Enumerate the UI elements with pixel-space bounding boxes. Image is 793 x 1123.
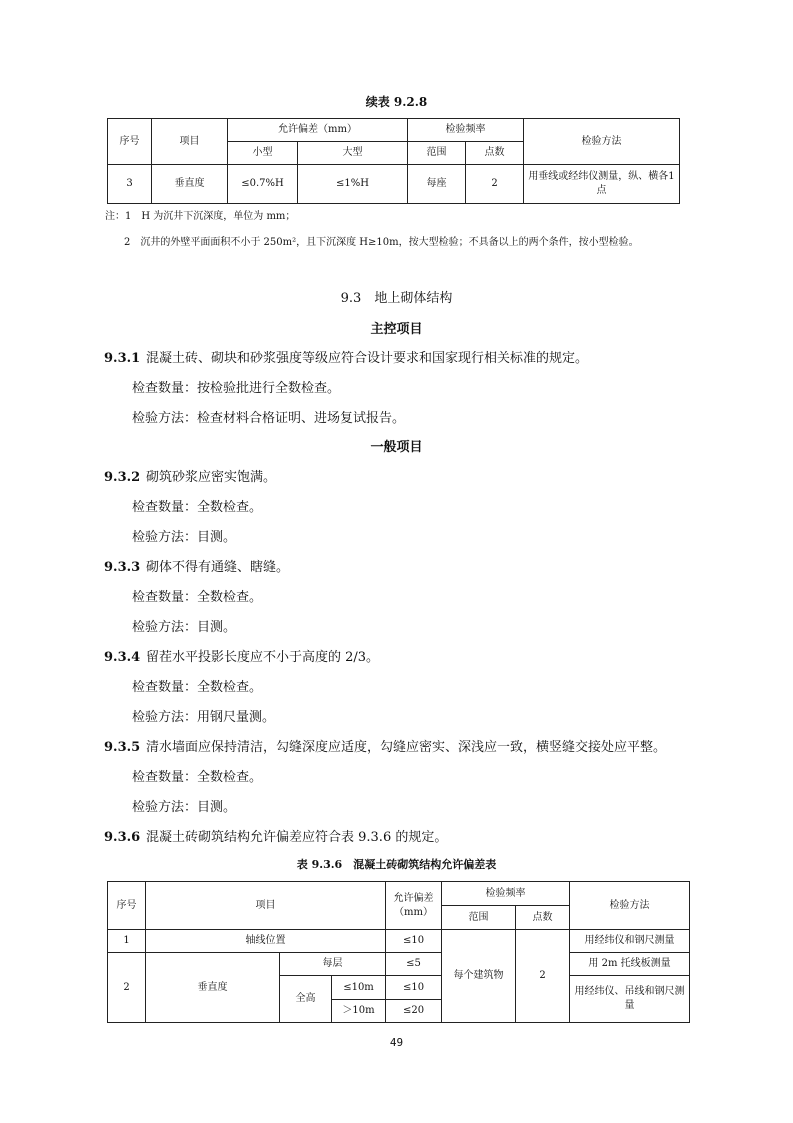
t1-header-large: 大型 — [298, 142, 408, 165]
t2-header-points: 点数 — [516, 906, 570, 930]
clause-number: 9.3.3 — [104, 560, 141, 575]
t1-header-no: 序号 — [108, 119, 152, 165]
check-quantity: 检查数量：按检验批进行全数检查。 — [132, 381, 341, 396]
table-row — [108, 165, 680, 204]
t2-range: 每个建筑物 — [442, 930, 516, 1023]
clause-text: 砌体不得有通缝、瞎缝。 — [146, 560, 290, 575]
t1-header-deviation: 允许偏差（mm） — [228, 119, 408, 142]
t2-r2-total-gt10: ＞10m — [332, 1000, 386, 1023]
clause-text: 砌筑砂浆应密实饱满。 — [146, 470, 277, 485]
table1-caption: 续表 9.2.8 — [365, 95, 428, 109]
check-method: 检验方法：目测。 — [132, 800, 237, 815]
note-2: 2 沉井的外壁平面面积不小于 250m²，且下沉深度 H≥10m，按大型检验；不具备以上的两个条件，按小型检验。 — [124, 237, 639, 248]
t2-r2-total-le10-deviation: ≤10 — [386, 976, 442, 1000]
clause-number: 9.3.5 — [104, 740, 141, 755]
table2-caption: 表 9.3.6 混凝土砖砌筑结构允许偏差表 — [296, 858, 497, 871]
t2-r1-method: 用经纬仪和钢尺测量 — [570, 930, 690, 953]
clause-number: 9.3.2 — [104, 470, 141, 485]
clause-9-3-2 — [104, 466, 276, 485]
clause-number: 9.3.4 — [104, 650, 141, 665]
t2-header-frequency: 检验频率 — [442, 882, 570, 906]
t1-header-item: 项目 — [152, 119, 228, 165]
check-quantity: 检查数量：全数检查。 — [132, 680, 263, 695]
t2-header-range: 范围 — [442, 906, 516, 930]
general-items-heading: 一般项目 — [370, 440, 423, 455]
clause-text: 留茬水平投影长度应不小于高度的 2/3。 — [146, 650, 380, 665]
clause-text: 混凝土砖砌筑结构允许偏差应符合表 9.3.6 的规定。 — [146, 830, 448, 845]
table-row — [108, 930, 690, 953]
t1-cell-item: 垂直度 — [152, 165, 228, 204]
t1-cell-points: 2 — [466, 165, 524, 204]
clause-text: 混凝土砖、砌块和砂浆强度等级应符合设计要求和国家现行相关标准的规定。 — [146, 351, 589, 366]
t2-r2-floor: 每层 — [280, 953, 386, 976]
t1-header-method: 检验方法 — [524, 119, 680, 165]
t1-header-frequency: 检验频率 — [408, 119, 524, 142]
check-method: 检验方法：目测。 — [132, 530, 237, 545]
clause-9-3-5 — [104, 736, 666, 755]
t1-header-small: 小型 — [228, 142, 298, 165]
t2-r2-floor-deviation: ≤5 — [386, 953, 442, 976]
check-quantity: 检查数量：全数检查。 — [132, 500, 263, 515]
clause-9-3-6 — [104, 826, 447, 845]
t2-r2-total-le10: ≤10m — [332, 976, 386, 1000]
t2-r1-deviation: ≤10 — [386, 930, 442, 953]
t1-cell-large: ≤1%H — [298, 165, 408, 204]
t2-header-no: 序号 — [108, 882, 146, 930]
t1-cell-range: 每座 — [408, 165, 466, 204]
t1-header-points: 点数 — [466, 142, 524, 165]
clause-text: 清水墙面应保持清洁，勾缝深度应适度，勾缝应密实、深浅应一致，横竖缝交接处应平整。 — [146, 740, 667, 755]
main-items-heading: 主控项目 — [370, 322, 423, 337]
t2-r2-total-method: 用经纬仪、吊线和钢尺测量 — [570, 976, 690, 1023]
t1-cell-no: 3 — [108, 165, 152, 204]
t2-points: 2 — [516, 930, 570, 1023]
check-quantity: 检查数量：全数检查。 — [132, 590, 263, 605]
check-method: 检验方法：检查材料合格证明、进场复试报告。 — [132, 411, 406, 426]
t2-header-item: 项目 — [146, 882, 386, 930]
t2-r2-total: 全高 — [280, 976, 332, 1023]
section-title: 9.3 地上砌体结构 — [340, 291, 453, 306]
t2-r1-item: 轴线位置 — [146, 930, 386, 953]
t2-header-method: 检验方法 — [570, 882, 690, 930]
clause-9-3-3 — [104, 556, 289, 575]
t2-r2-no: 2 — [108, 953, 146, 1023]
t2-r2-floor-method: 用 2m 托线板测量 — [570, 953, 690, 976]
clause-9-3-1 — [104, 347, 588, 366]
t1-header-range: 范围 — [408, 142, 466, 165]
check-quantity: 检查数量：全数检查。 — [132, 770, 263, 785]
t2-header-deviation: 允许偏差（mm） — [386, 882, 442, 930]
check-method: 检验方法：用钢尺量测。 — [132, 710, 276, 725]
table2 — [107, 881, 690, 1023]
t2-r1-no: 1 — [108, 930, 146, 953]
t2-r2-item: 垂直度 — [146, 953, 280, 1023]
clause-9-3-4 — [104, 646, 379, 665]
check-method: 检验方法：目测。 — [132, 620, 237, 635]
clause-number: 9.3.6 — [104, 830, 141, 845]
table-row — [108, 953, 690, 976]
table1 — [107, 118, 680, 204]
t1-cell-method: 用垂线或经纬仪测量，纵、横各1点 — [524, 165, 680, 204]
clause-number: 9.3.1 — [104, 351, 141, 366]
t2-r2-total-gt10-deviation: ≤20 — [386, 1000, 442, 1023]
t1-cell-small: ≤0.7%H — [228, 165, 298, 204]
page-number: 49 — [389, 1036, 404, 1049]
note-1: 注：1 H 为沉井下沉深度，单位为 mm； — [105, 211, 296, 222]
